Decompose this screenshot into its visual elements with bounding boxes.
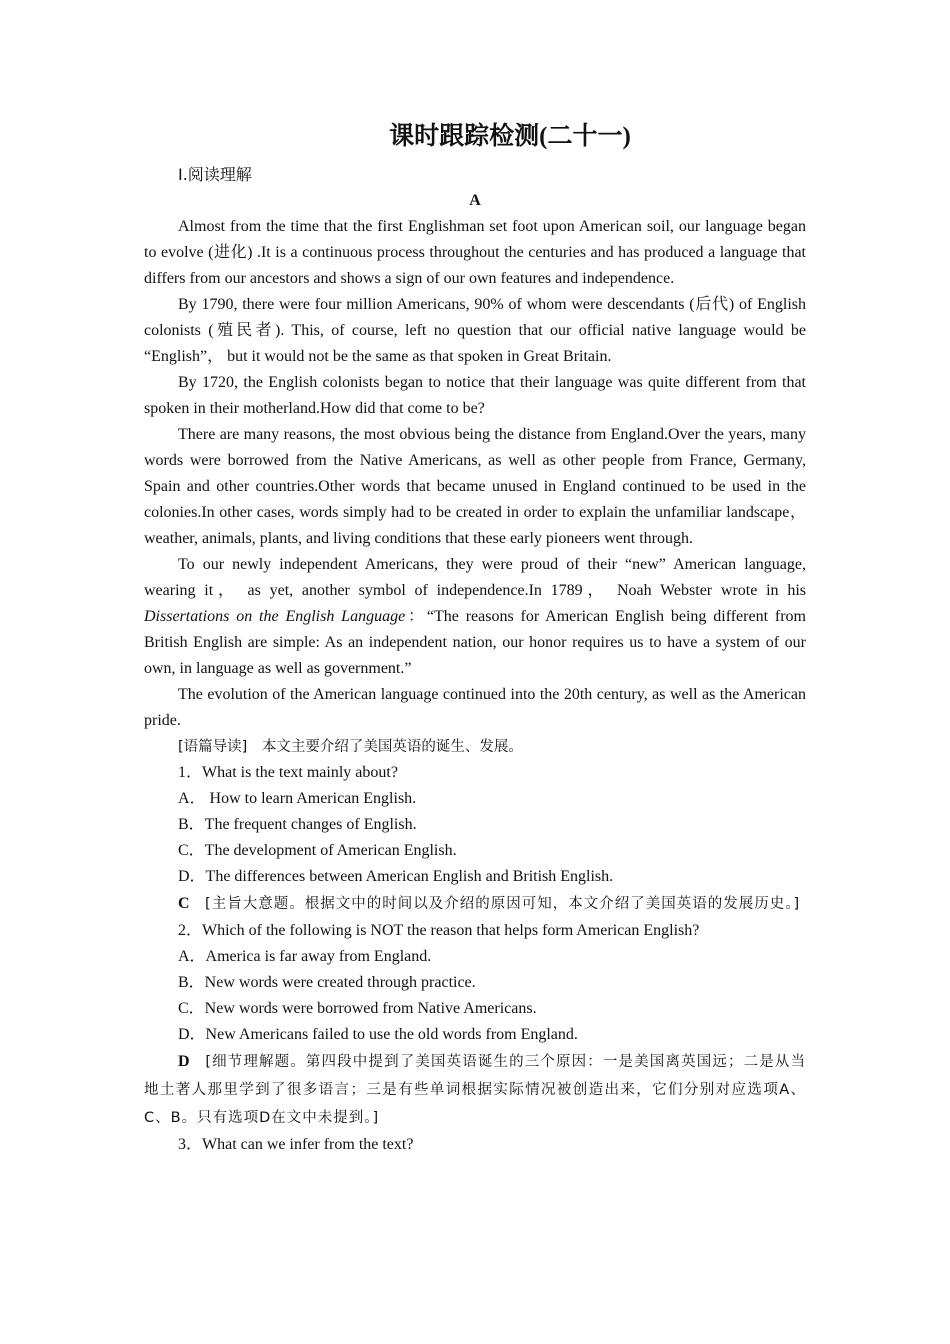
answer-explanation bbox=[144, 890, 806, 918]
passage-label: A bbox=[469, 192, 481, 209]
option: D．The differences between American English and British English. bbox=[178, 868, 614, 885]
paragraph: There are many reasons, the most obvious being the distance from England.Over the years, many words were borrowed from the Native Americans, as well as other people from France, Germany, Spain and other countries.Other words that became unused in England continued to be used in the colonies.In other cases, words simply had to be created in order to explain the unfamiliar landscape， weather, animals, plants, and living conditions that these early pioneers went through. bbox=[144, 426, 806, 547]
explanation-text: [主旨大意题。根据文中的时间以及介绍的原因可知，本文介绍了美国英语的发展历史。] bbox=[189, 896, 801, 912]
option: B．New words were created through practice. bbox=[178, 974, 476, 991]
paragraph-text: ：“The reasons for American English being different from British English are simple: As an independent nation, our honor requires us to have a system of our own, in language as well as government.” bbox=[144, 608, 806, 677]
option: A． How to learn American English. bbox=[178, 790, 417, 807]
question-stem: 1．What is the text mainly about? bbox=[178, 764, 398, 781]
book-title: Dissertations on the English Language bbox=[144, 608, 406, 625]
answer-letter: D bbox=[178, 1053, 190, 1070]
paragraph bbox=[144, 552, 806, 682]
option: B．The frequent changes of English. bbox=[178, 816, 417, 833]
explanation-text: [细节理解题。第四段中提到了美国英语诞生的三个原因：一是美国离英国远；二是从当地土著人那里学到了很多语言；三是有些单词根据实际情况被创造出来，它们分别对应选项A、C、B。只有选项D在文中未提到。] bbox=[144, 1054, 806, 1126]
paragraph-text: To our newly independent Americans, they were proud of their “new” American language, wearing it， as yet, another symbol of independence.In 1789， Noah Webster wrote in his bbox=[144, 556, 806, 599]
section-heading: Ⅰ.阅读理解 bbox=[178, 165, 252, 184]
document-page bbox=[144, 118, 806, 1158]
option: C．New words were borrowed from Native Americans. bbox=[178, 1000, 537, 1017]
answer-letter: C bbox=[178, 895, 190, 912]
passage-guide bbox=[144, 734, 806, 760]
paragraph: By 1790, there were four million Americans, 90% of whom were descendants (后代) of English colonists (殖民者). This, of course, left no question that our official native language would be “English”， but it would not be the same as that spoken in Great Britain. bbox=[144, 296, 806, 365]
question-2 bbox=[144, 918, 806, 1132]
option: C．The development of American English. bbox=[178, 842, 457, 859]
question-stem: 2．Which of the following is NOT the reason that helps form American English? bbox=[178, 922, 700, 939]
guide-label: [语篇导读] bbox=[178, 739, 248, 755]
answer-explanation bbox=[144, 1048, 806, 1132]
question-1 bbox=[144, 760, 806, 918]
question-stem: 3．What can we infer from the text? bbox=[178, 1136, 414, 1153]
page-title: 课时跟踪检测(二十一) bbox=[389, 123, 631, 150]
option: D．New Americans failed to use the old words from England. bbox=[178, 1026, 578, 1043]
guide-text: 本文主要介绍了美国英语的诞生、发展。 bbox=[247, 739, 523, 755]
paragraph: The evolution of the American language continued into the 20th century, as well as the American pride. bbox=[144, 686, 806, 729]
option: A．America is far away from England. bbox=[178, 948, 432, 965]
paragraph: Almost from the time that the first Englishman set foot upon American soil, our language began to evolve (进化) .It is a continuous process throughout the centuries and has produced a language that differs from our ancestors and shows a sign of our own features and independence. bbox=[144, 218, 806, 287]
paragraph: By 1720, the English colonists began to notice that their language was quite different from that spoken in their motherland.How did that come to be? bbox=[144, 374, 806, 417]
question-3 bbox=[144, 1132, 806, 1158]
